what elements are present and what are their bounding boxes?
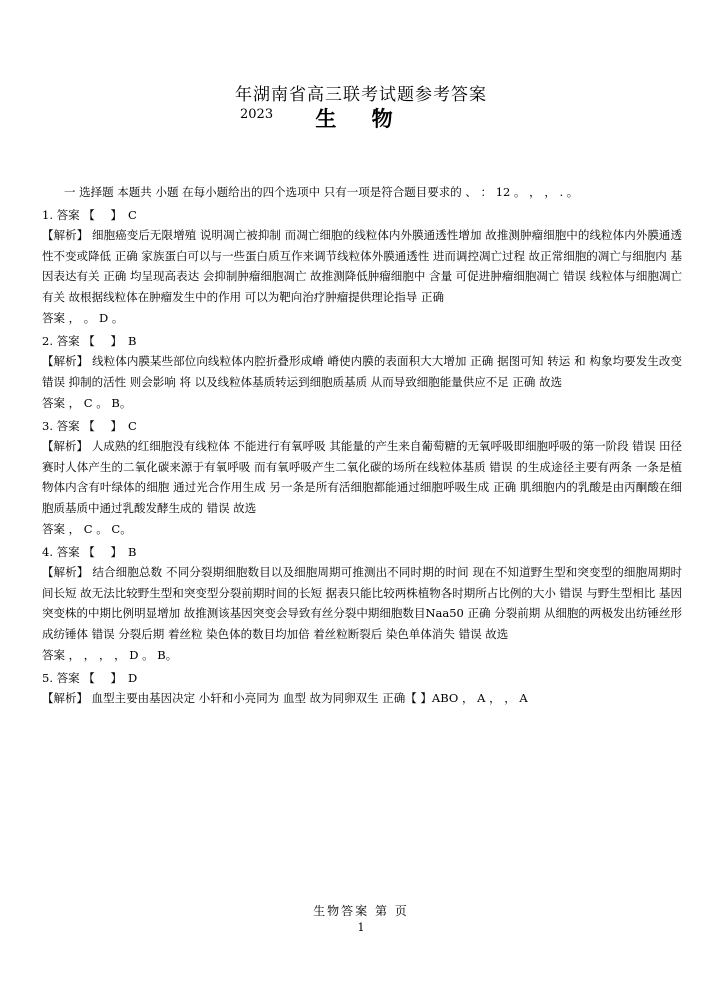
question-3-answer-tail: 答案 ， C 。 C。 xyxy=(42,522,132,536)
question-4-answer-tail: 答案 ， ， ， ， D 。 B。 xyxy=(42,648,178,662)
question-1-analysis-bracket: 【解析】 xyxy=(42,228,89,242)
question-1-answer-value: C xyxy=(127,207,137,222)
question-5-number: 5. xyxy=(42,670,53,685)
question-3-answer-value: C xyxy=(127,418,137,433)
question-2-analysis-text: 线粒体内膜某些部位向线粒体内腔折叠形成嵴 嵴使内膜的表面积大大增加 正确 据图可知 转运 和 构象均要发生改变 错误 抑制的活性 则会影响 将 以及线粒体基质转运到细胞质基质 从而导致细胞能量供应不足 正确 故选 xyxy=(42,354,683,389)
question-5-analysis-text: 血型主要由基因决定 小轩和小亮同为 血型 故为同卵双生 正确【 】ABO ， A ， ， A xyxy=(91,691,528,705)
subject-title: 生 物 xyxy=(315,106,407,131)
question-2-answer-tail: 答案 ， C 。 B。 xyxy=(42,396,132,410)
question-4-analysis-bracket: 【解析】 xyxy=(42,565,89,579)
question-3-number: 3. xyxy=(42,418,53,433)
question-4-answer-label: 答案 xyxy=(56,544,80,559)
question-4-analysis-text: 结合细胞总数 不同分裂期细胞数目以及细胞周期可推测出不同时期的时间 现在不知道野生型和突变型的细胞周期时间长短 故无法比较野生型和突变型分裂前期时间的长短 据表只能比较两株植物各时期所占比例的大小 错误 与野生型相比 基因突变株的中期比例明显增加 故推测该基因突变会导致有丝分裂中期细胞数目Naa50 正确 分裂前期 从细胞的两极发出纺锤丝形成纺锤体 错误 分裂后期 着丝粒 染色体的数目均加倍 着丝粒断裂后 染色单体消失 错误 故选 xyxy=(42,565,683,641)
question-2-analysis xyxy=(42,351,682,392)
question-3-analysis-bracket: 【解析】 xyxy=(42,439,89,453)
question-2-number: 2. xyxy=(42,333,53,348)
question-1-analysis xyxy=(42,225,682,307)
question-3-analysis xyxy=(42,436,682,518)
question-1-answer-tail: 答案 ， 。 D 。 xyxy=(42,311,124,325)
question-1-header: 1. 答案 【 】C xyxy=(42,207,137,222)
question-4-number: 4. xyxy=(42,544,53,559)
question-5-analysis xyxy=(42,688,682,709)
question-5-answer-value: D xyxy=(127,670,138,685)
question-1-number: 1. xyxy=(42,207,53,222)
page-title-year: 2023 xyxy=(240,107,274,122)
question-4-analysis xyxy=(42,562,682,644)
page-title: 年湖南省高三联考试题参考答案 xyxy=(235,85,487,105)
question-4-header: 4. 答案 【 】B xyxy=(42,544,137,559)
section-heading-text: 一 选择题 本题共 小题 在每小题给出的四个选项中 只有一项是符合题目要求的 、 ： 12 。 ， ， . 。 xyxy=(64,185,579,199)
question-5-answer-label: 答案 xyxy=(56,670,80,685)
answer-body xyxy=(42,182,682,709)
question-5-analysis-bracket: 【解析】 xyxy=(42,691,88,705)
question-3-header: 3. 答案 【 】C xyxy=(42,418,137,433)
question-3-answer-label: 答案 xyxy=(56,418,80,433)
question-3-analysis-text: 人成熟的红细胞没有线粒体 不能进行有氧呼吸 其能量的产生来自葡萄糖的无氧呼吸即细胞呼吸的第一阶段 错误 田径赛时人体产生的二氧化碳来源于有氧呼吸 而有氧呼吸产生二氧化碳的场所在线粒体基质 错误 的生成途径主要有两条 一条是植物体内含有叶绿体的细胞 通过光合作用生成 另一条是所有活细胞都能通过细胞呼吸生成 正确 肌细胞内的乳酸是由丙酮酸在细胞质基质中通过乳酸发酵生成的 错误 故选 xyxy=(42,439,683,515)
question-1-analysis-text: 细胞癌变后无限增殖 说明凋亡被抑制 而凋亡细胞的线粒体内外膜通透性增加 故推测肿瘤细胞中的线粒体内外膜通透性不变或降低 正确 家族蛋白可以与一些蛋白质互作来调节线粒体外膜通透性 进而调控凋亡过程 故正常细胞的凋亡与细胞内 基因表达有关 正确 均呈现高表达 会抑制肿瘤细胞凋亡 故推测降低肿瘤细胞中 含量 可促进肿瘤细胞凋亡 错误 线粒体与细胞凋亡有关 故根据线粒体在肿瘤发生中的作用 可以为靶向治疗肿瘤提供理论指导 正确 xyxy=(42,228,682,304)
question-2-analysis-bracket: 【解析】 xyxy=(42,354,89,368)
question-5-header: 5. 答案 【 】D xyxy=(42,670,138,685)
question-1-answer-label: 答案 xyxy=(56,207,80,222)
question-2-header: 2. 答案 【 】B xyxy=(42,333,137,348)
footer-page-number: 1 xyxy=(357,921,365,934)
question-2-answer-label: 答案 xyxy=(56,333,80,348)
question-4-answer-value: B xyxy=(127,544,137,559)
question-2-answer-value: B xyxy=(127,333,137,348)
footer-text: 生物答案 第 页 xyxy=(313,904,409,918)
section-heading xyxy=(42,182,682,203)
